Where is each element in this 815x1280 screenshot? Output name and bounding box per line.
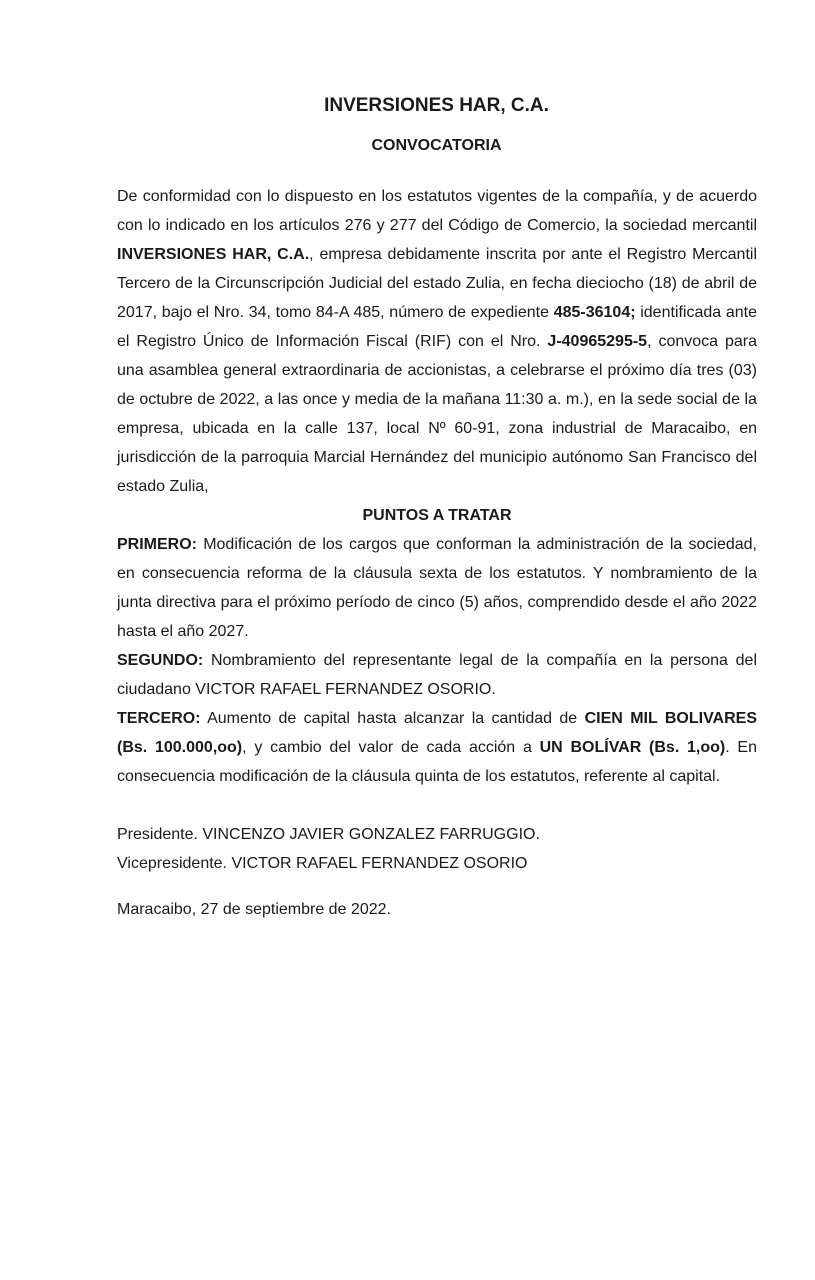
- segundo-label: SEGUNDO:: [117, 652, 204, 669]
- point-tercero: [117, 704, 757, 791]
- intro-text-1: De conformidad con lo dispuesto en los estatutos vigentes de la compañía, y de acuerdo con lo indicado en los artículos 276 y 277 del Código de Comercio, la sociedad mercantil: [117, 188, 757, 234]
- document-subtitle: CONVOCATORIA: [371, 137, 502, 154]
- point-primero: [117, 530, 757, 646]
- tercero-text-1: Aumento de capital hasta alcanzar la cantidad de: [200, 710, 585, 727]
- document-body: [117, 182, 757, 924]
- document-title: INVERSIONES HAR, C.A.: [324, 95, 549, 116]
- vice-president-signature: Vicepresidente. VICTOR RAFAEL FERNANDEZ OSORIO: [117, 855, 528, 872]
- share-value: UN BOLÍVAR (Bs. 1,oo): [539, 739, 726, 756]
- intro-text-2: , empresa debidamente inscrita por ante el Registro Mercantil Tercero de la Circunscripción Judicial del estado Zulia, en fecha dieciocho (18) de abril de 2017, bajo el Nro. 34, tomo 84-A 485, número de expediente: [117, 246, 757, 321]
- primero-text: Modificación de los cargos que conforman la administración de la sociedad, en consecuencia reforma de la cláusula sexta de los estatutos. Y nombramiento de la junta directiva para el próximo período de cinco (5) años, comprendido desde el año 2022 hasta el año 2027.: [117, 536, 757, 640]
- company-name: INVERSIONES HAR, C.A.: [117, 246, 310, 263]
- point-segundo: [117, 646, 757, 704]
- points-heading: PUNTOS A TRATAR: [362, 507, 512, 524]
- rif-number: J-40965295-5: [547, 333, 648, 350]
- document-date: Maracaibo, 27 de septiembre de 2022.: [117, 901, 391, 918]
- intro-paragraph: [117, 182, 757, 501]
- capital-amount: CIEN MIL BOLIVARES (Bs. 100.000,oo): [117, 710, 758, 756]
- expediente-number: 485-36104;: [553, 304, 636, 321]
- tercero-text-2: , y cambio del valor de cada acción a: [242, 739, 540, 756]
- president-signature: Presidente. VINCENZO JAVIER GONZALEZ FARRUGGIO.: [117, 826, 540, 843]
- tercero-text-3: . En consecuencia modificación de la cláusula quinta de los estatutos, referente al capital.: [117, 739, 758, 785]
- segundo-text: Nombramiento del representante legal de la compañía en la persona del ciudadano VICTOR RAFAEL FERNANDEZ OSORIO.: [117, 652, 757, 698]
- primero-label: PRIMERO:: [117, 536, 197, 553]
- intro-text-4: , convoca para una asamblea general extraordinaria de accionistas, a celebrarse el próximo día tres (03) de octubre de 2022, a las once y media de la mañana 11:30 a. m.), en la sede social de la empresa, ubicada en la calle 137, local Nº 60-91, zona industrial de Maracaibo, en jurisdicción de la parroquia Marcial Hernández del municipio autónomo San Francisco del estado Zulia,: [117, 333, 758, 495]
- intro-text-3: identificada ante el Registro Único de Información Fiscal (RIF) con el Nro.: [117, 304, 757, 350]
- tercero-label: TERCERO:: [117, 710, 201, 727]
